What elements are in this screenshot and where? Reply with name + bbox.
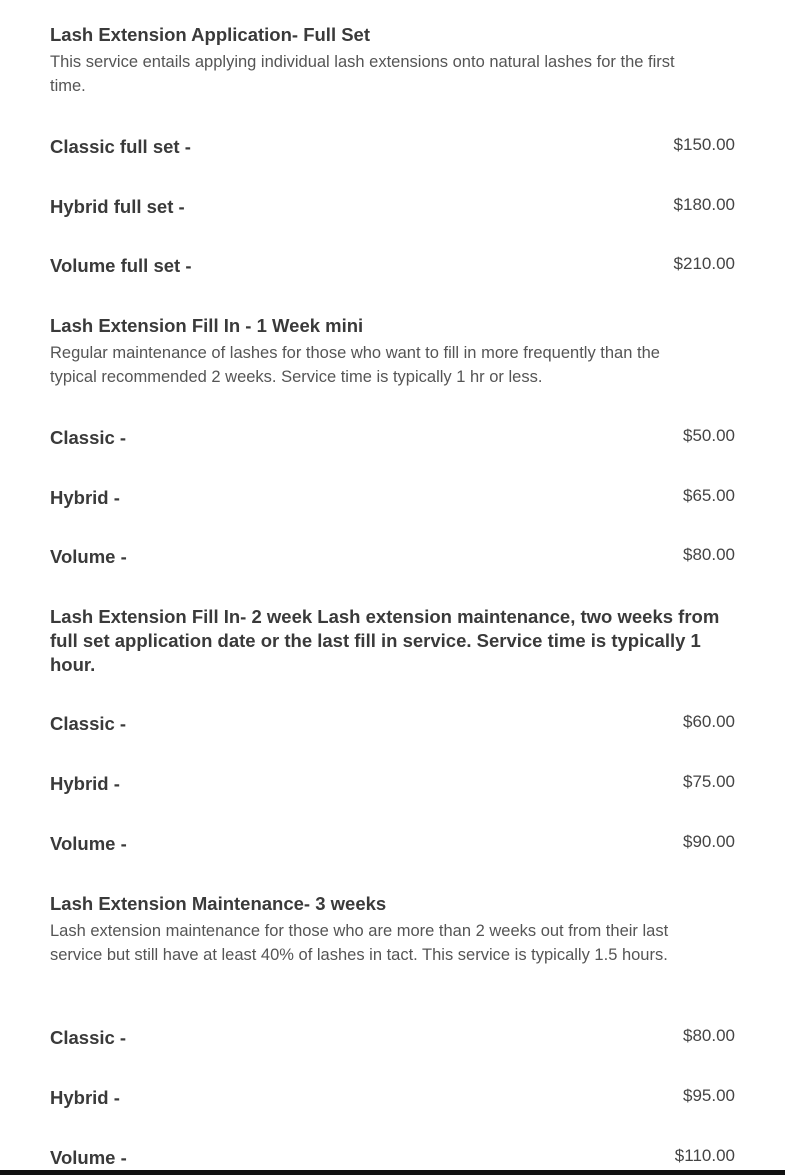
service-price: $65.00 <box>683 486 735 505</box>
section-title: Lash Extension Fill In - 1 Week mini <box>50 315 364 336</box>
service-name: Classic - <box>50 713 127 734</box>
service-price: $80.00 <box>683 1026 735 1045</box>
service-section <box>50 605 735 677</box>
service-price: $90.00 <box>683 832 735 851</box>
service-name: Classic - <box>50 427 127 448</box>
service-price: $80.00 <box>683 545 735 564</box>
service-section <box>50 23 735 98</box>
service-price: $110.00 <box>674 1146 735 1165</box>
service-section <box>50 314 735 389</box>
service-price: $210.00 <box>673 254 735 273</box>
service-price: $180.00 <box>673 195 735 214</box>
price-row <box>50 1146 735 1170</box>
section-description: Regular maintenance of lashes for those who want to fill in more frequently than the typical recommended 2 weeks. Service time is typically 1 hr or less. <box>50 344 660 386</box>
service-price: $50.00 <box>683 426 735 445</box>
section-description: Lash extension maintenance for those who are more than 2 weeks out from their last service but still have at least 40% of lashes in tact. This service is typically 1.5 hours. <box>50 922 669 964</box>
price-row <box>50 426 735 450</box>
section-title: Lash Extension Application- Full Set <box>50 24 371 45</box>
service-name: Hybrid - <box>50 1087 120 1108</box>
price-row <box>50 486 735 510</box>
price-row <box>50 1086 735 1110</box>
service-price: $150.00 <box>673 135 735 154</box>
service-name: Classic - <box>50 1027 127 1048</box>
price-row <box>50 712 735 736</box>
service-name: Volume full set - <box>50 255 192 276</box>
service-section <box>50 892 735 967</box>
price-row <box>50 832 735 856</box>
price-row <box>50 772 735 796</box>
service-name: Volume - <box>50 546 127 567</box>
price-row <box>50 545 735 569</box>
price-row <box>50 1026 735 1050</box>
service-name: Hybrid - <box>50 487 120 508</box>
service-name: Hybrid - <box>50 773 120 794</box>
service-price: $75.00 <box>683 772 735 791</box>
price-row <box>50 135 735 159</box>
service-price: $60.00 <box>683 712 735 731</box>
bottom-divider <box>0 1170 785 1175</box>
service-name: Hybrid full set - <box>50 196 185 217</box>
service-price: $95.00 <box>683 1086 735 1105</box>
service-name: Volume - <box>50 833 127 854</box>
section-title: Lash Extension Maintenance- 3 weeks <box>50 893 387 914</box>
price-row <box>50 254 735 278</box>
section-description: This service entails applying individual lash extensions onto natural lashes for the first time. <box>50 53 675 95</box>
section-title: Lash Extension Fill In- 2 week Lash extension maintenance, two weeks from full set application date or the last fill in service. Service time is typically 1 hour. <box>50 606 720 675</box>
service-name: Classic full set - <box>50 136 191 157</box>
price-row <box>50 195 735 219</box>
service-name: Volume - <box>50 1147 127 1168</box>
